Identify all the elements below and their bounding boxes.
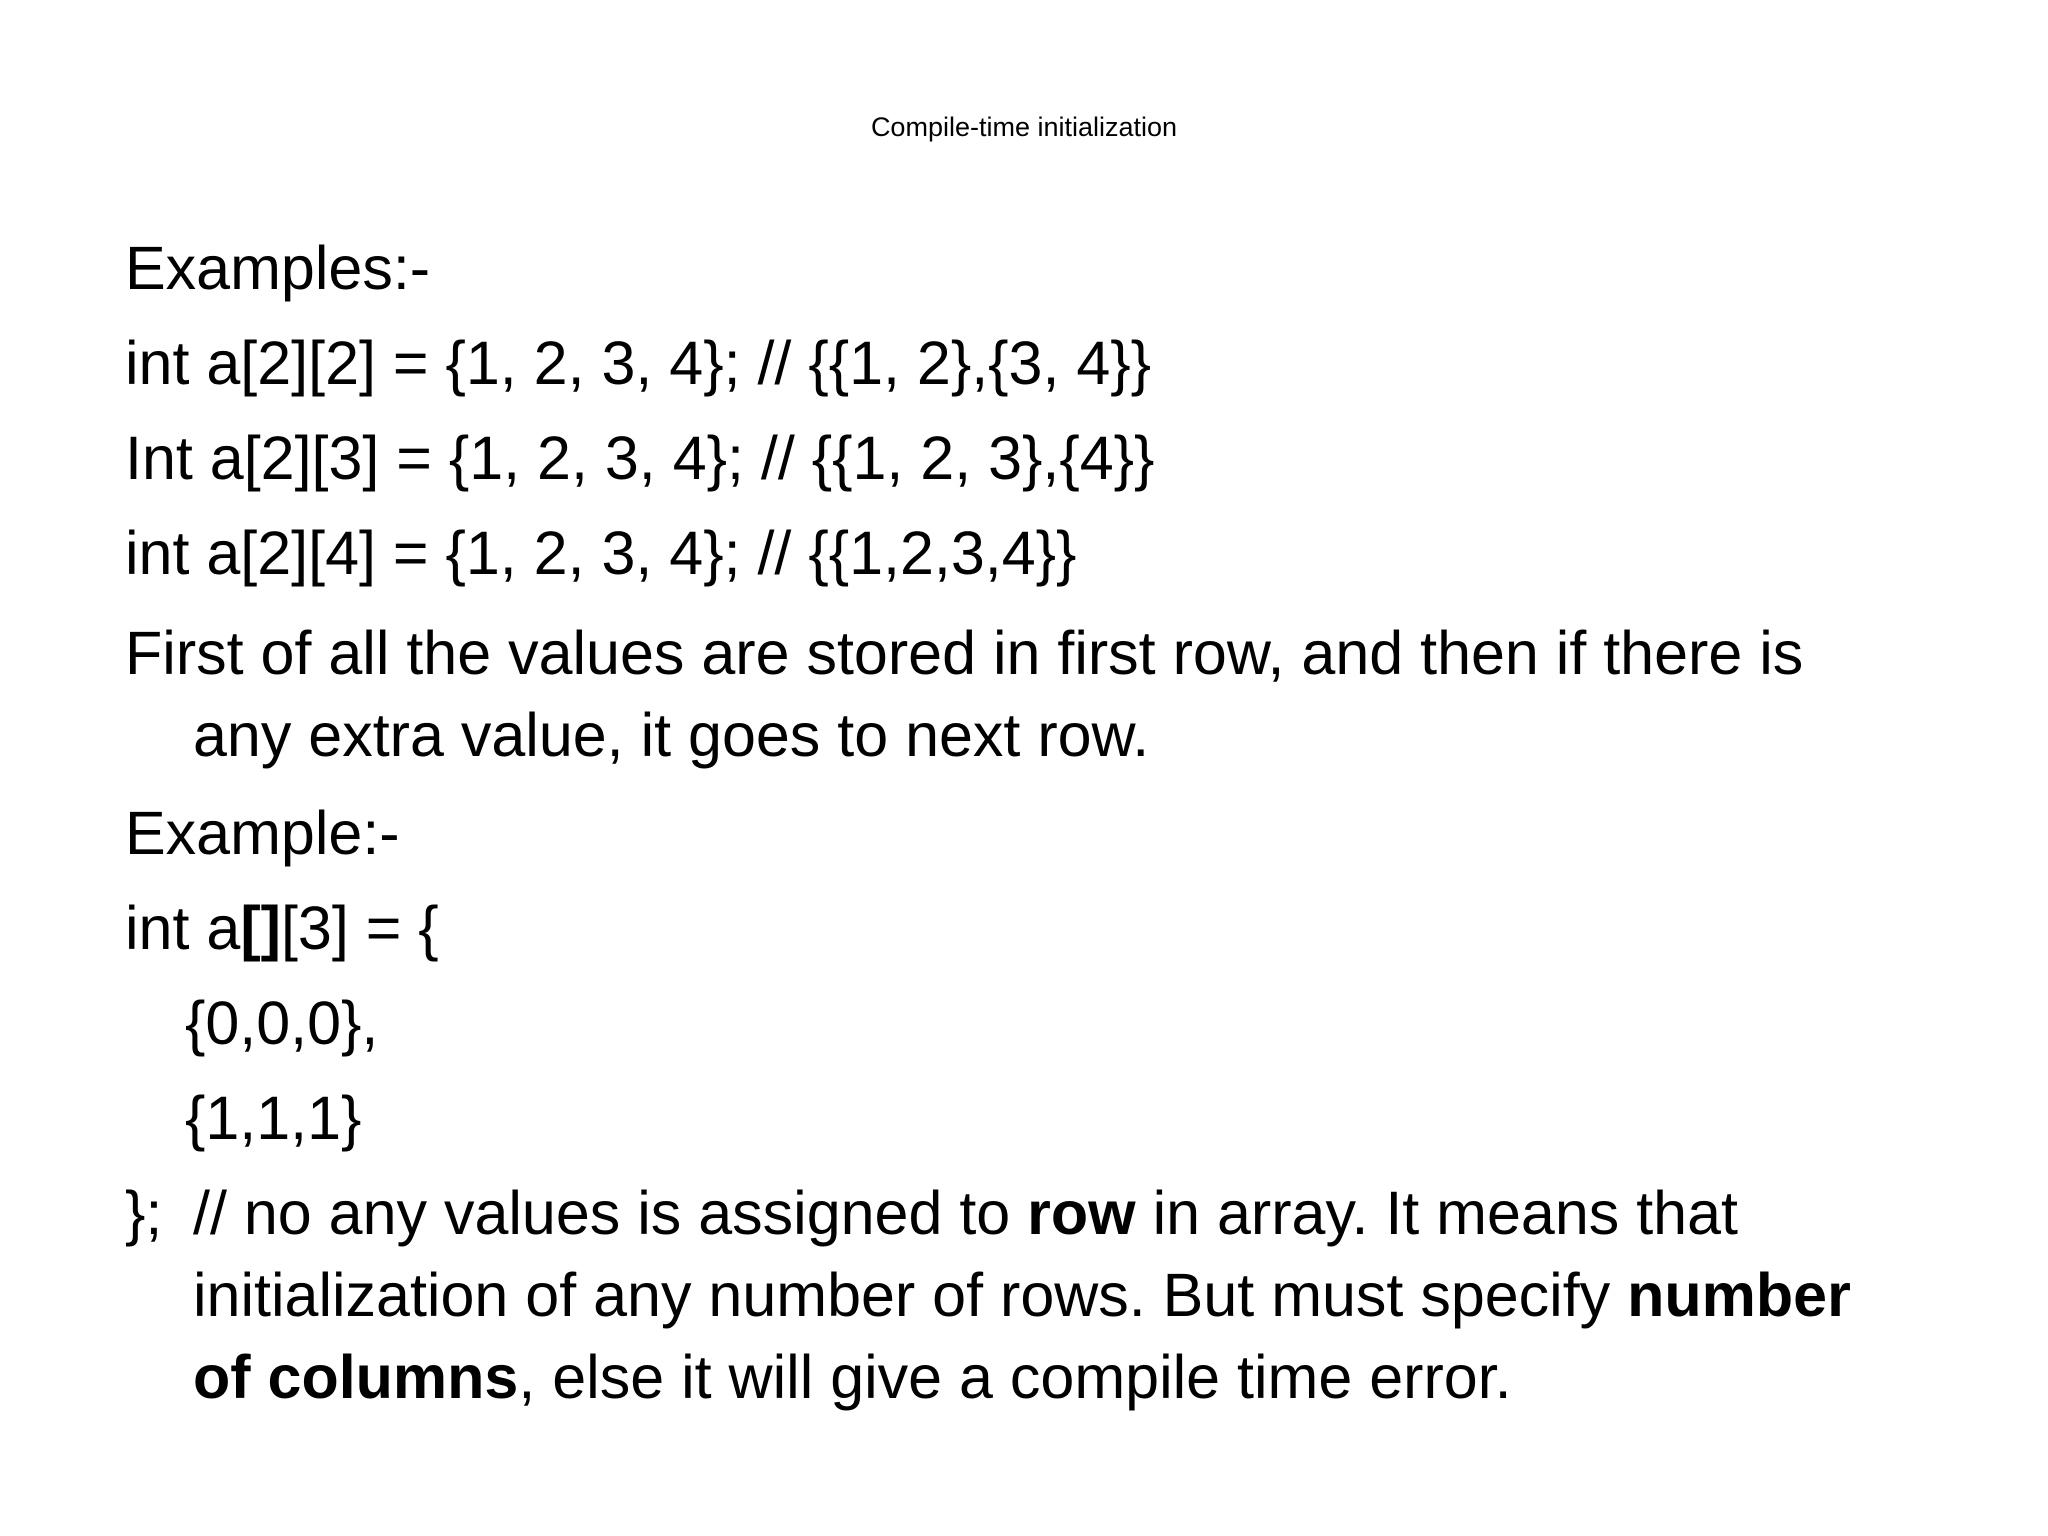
comment-line-2 [193,1259,1851,1331]
declaration-suffix: [3] = { [280,894,439,962]
note-line-1: First of all the values are stored in first row, and then if there is [125,619,1804,687]
declaration-prefix: int a [125,894,241,962]
comment-text-4: , else it will give a compile time error. [518,1343,1512,1411]
note-line-2: any extra value, it goes to next row. [193,701,1150,769]
examples-heading: Examples:- [125,234,431,302]
example-heading: Example:- [125,799,400,867]
declaration-brackets: [] [240,894,281,962]
row-initializer-2: {1,1,1} [185,1084,362,1152]
code-line-3: int a[2][4] = {1, 2, 3, 4}; // {{1,2,3,4}} [125,519,1077,587]
comment-line-1 [193,1177,1738,1249]
slide-title: Compile-time initialization [870,112,1178,142]
closing-brace: }; [125,1179,163,1247]
code-line-2: Int a[2][3] = {1, 2, 3, 4}; // {{1, 2, 3},{4}} [125,424,1155,492]
comment-text-3: initialization of any number of rows. But must specify [193,1261,1628,1329]
comment-bold-number: number [1627,1261,1851,1329]
row-initializer-1: {0,0,0}, [185,989,379,1057]
code-line-1: int a[2][2] = {1, 2, 3, 4}; // {{1, 2},{3, 4}} [125,329,1152,397]
comment-text-1: // no any values is assigned to [193,1179,1028,1247]
declaration-line [125,892,439,964]
comment-line-3 [193,1341,1512,1413]
comment-text-2: in array. It means that [1135,1179,1738,1247]
comment-bold-of-columns: of columns [193,1343,519,1411]
comment-bold-row: row [1027,1179,1136,1247]
